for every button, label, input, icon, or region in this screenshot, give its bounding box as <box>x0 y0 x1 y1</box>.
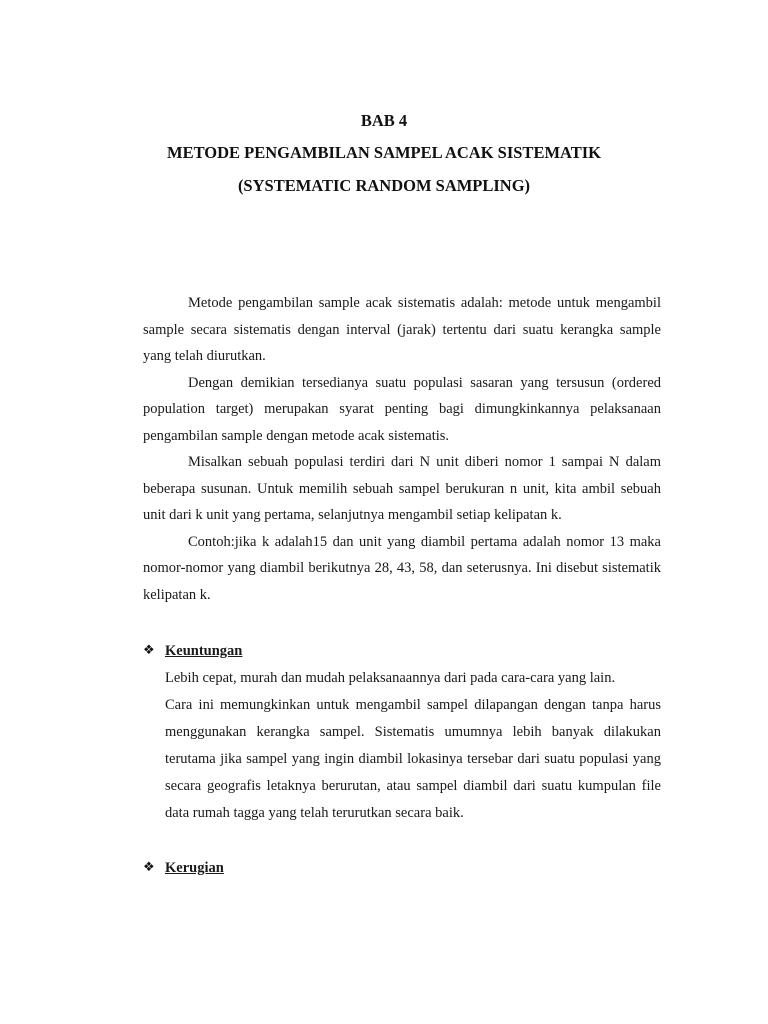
diamond-bullet-icon: ❖ <box>143 860 155 875</box>
paragraph: Dengan demikian tersedianya suatu populasi sasaran yang tersusun (ordered population target) merupakan syarat penting bagi dimungkinkannya pelaksanaan pengambilan sample dengan metode acak sistematis. <box>143 374 661 444</box>
diamond-bullet-icon: ❖ <box>143 643 155 658</box>
section-heading <box>143 855 661 882</box>
paragraph: Contoh:jika k adalah15 dan unit yang diambil pertama adalah nomor 13 maka nomor-nomor yang diambil berikutnya 28, 43, 58, dan seterusnya. Ini disebut sistematik kelipatan k. <box>143 533 661 603</box>
section-heading <box>143 638 661 665</box>
section-body <box>165 665 661 827</box>
section-line: Lebih cepat, murah dan mudah pelaksanaannya dari pada cara-cara yang lain. <box>165 669 616 686</box>
section-title: Kerugian <box>165 860 224 876</box>
paragraph: Metode pengambilan sample acak sistematis adalah: metode untuk mengambil sample secara sistematis dengan interval (jarak) tertentu dari suatu kerangka sample yang telah diurutkan. <box>143 295 661 364</box>
chapter-heading: BAB 4 <box>360 111 408 130</box>
section-line: Cara ini memungkinkan untuk mengambil sampel dilapangan dengan tanpa harus menggunakan kerangka sampel. Sistematis umumnya lebih banyak dilakukan terutama jika sampel yang ingin diambil lokasinya tersebar dari suatu populasi yang secara geografis letaknya berurutan, atau sampel diambil dari suatu kumpulan file data rumah tagga yang telah terurutkan secara baik. <box>165 696 661 821</box>
section-title: Keuntungan <box>165 643 243 659</box>
chapter-title: METODE PENGAMBILAN SAMPEL ACAK SISTEMATIK <box>167 143 601 162</box>
paragraph: Misalkan sebuah populasi terdiri dari N unit diberi nomor 1 sampai N dalam beberapa susunan. Untuk memilih sebuah sampel berukuran n unit, kita ambil sebuah unit dari k unit yang pertama, selanjutnya mengambil setiap kelipatan k. <box>143 454 661 523</box>
body-text <box>143 290 661 608</box>
section-kerugian <box>143 855 661 882</box>
chapter-subtitle: (SYSTEMATIC RANDOM SAMPLING) <box>237 176 531 195</box>
section-keuntungan <box>143 638 661 827</box>
